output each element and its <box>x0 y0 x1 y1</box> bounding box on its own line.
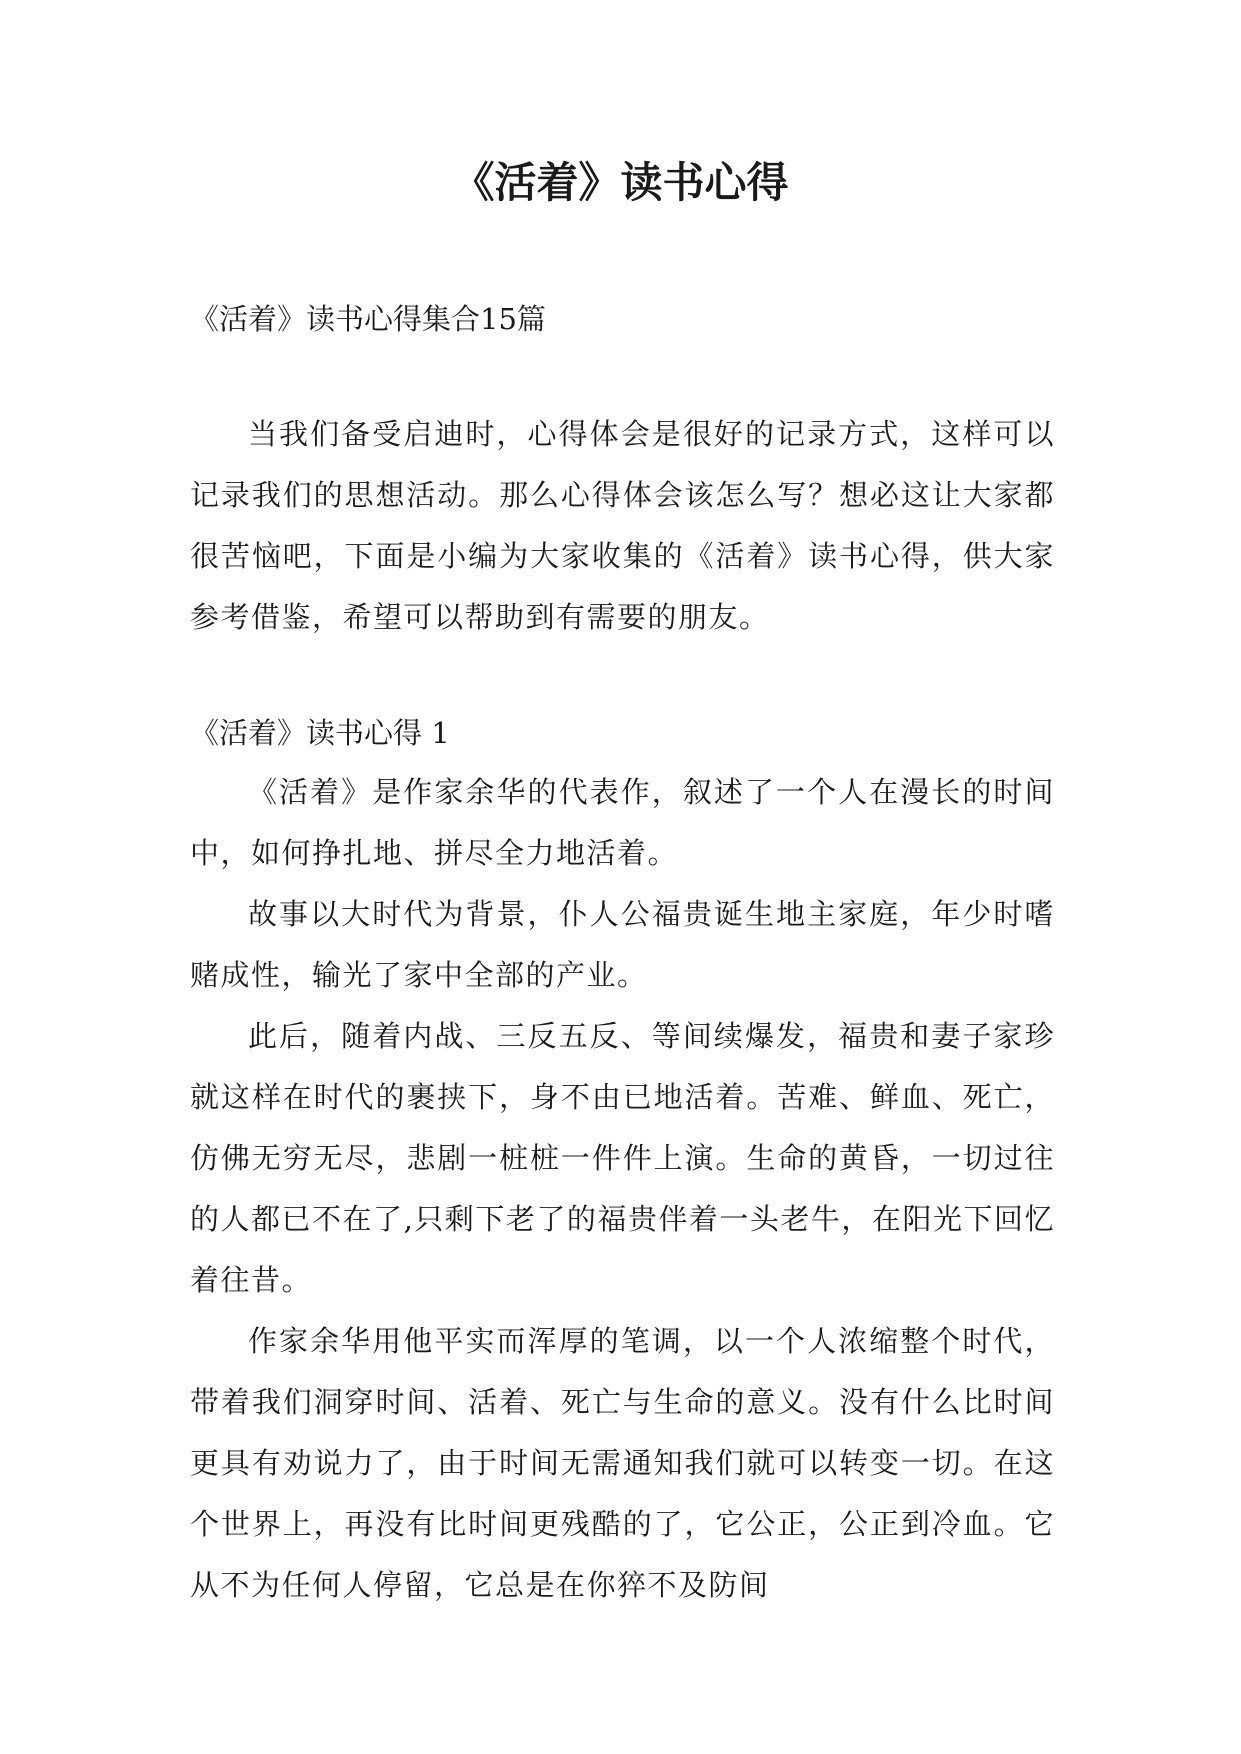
intro-paragraph: 当我们备受启迪时，心得体会是很好的记录方式，这样可以记录我们的思想活动。那么心得体会该怎么写？想必这让大家都很苦恼吧，下面是小编为大家收集的《活着》读书心得，供大家参考借鉴，希望可以帮助到有需要的朋友。 <box>190 417 1055 634</box>
section-heading: 《活着》读书心得 1 <box>190 716 450 750</box>
body-paragraph-2: 故事以大时代为背景，仆人公福贵诞生地主家庭，年少时嗜赌成性，输光了家中全部的产业。 <box>190 897 1055 992</box>
body-paragraph-4: 作家余华用他平实而浑厚的笔调，以一个人浓缩整个时代，带着我们洞穿时间、活着、死亡与生命的意义。没有什么比时间更具有劝说力了，由于时间无需通知我们就可以转变一切。在这个世界上，再没有比时间更残酷的了，它公正，公正到冷血。它从不为任何人停留，它总是在你猝不及防间 <box>190 1324 1055 1602</box>
document-subtitle: 《活着》读书心得集合15篇 <box>190 302 546 336</box>
document-body <box>190 290 1055 1616</box>
body-paragraph-3: 此后，随着内战、三反五反、等间续爆发，福贵和妻子家珍就这样在时代的裹挟下，身不由已地活着。苦难、鲜血、死亡，仿佛无穷无尽，悲剧一桩桩一件件上演。生命的黄昏，一切过往的人都已不在了,只剩下老了的福贵伴着一头老牛，在阳光下回忆着往昔。 <box>190 1019 1055 1297</box>
document-title: 《活着》读书心得 <box>452 158 789 207</box>
body-paragraph-1: 《活着》是作家余华的代表作，叙述了一个人在漫长的时间中，如何挣扎地、拼尽全力地活着。 <box>190 775 1055 870</box>
